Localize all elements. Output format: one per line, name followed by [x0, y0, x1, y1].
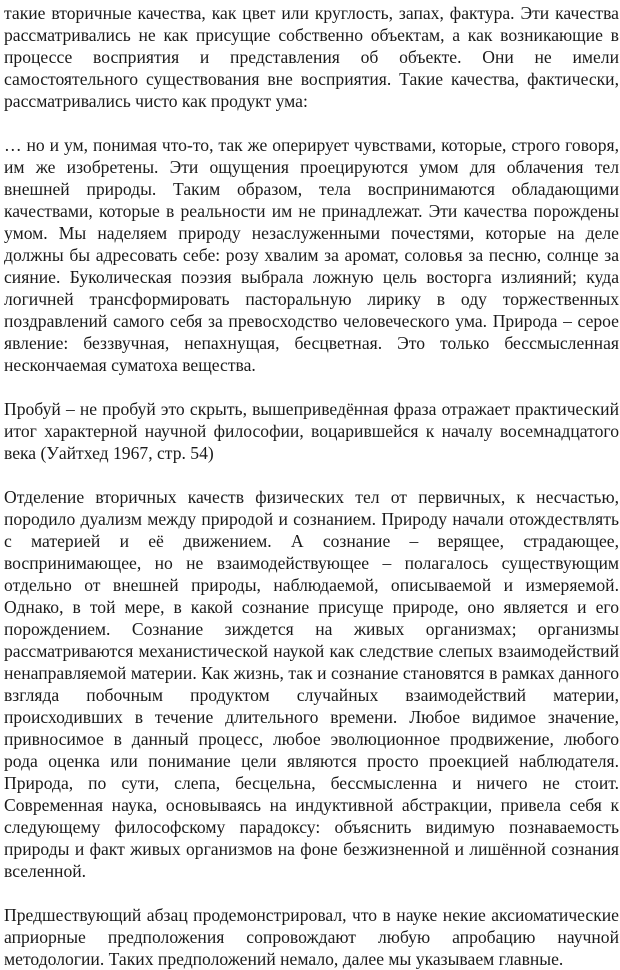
paragraph-assumptions: Предшествующий абзац продемонстрировал, что в науке некие аксиоматические априорные предположения сопровождают любую апробацию научной методологии. Таких предположений немало, далее мы указываем главные.	[4, 905, 619, 969]
paragraph-citation: Пробуй – не пробуй это скрыть, вышеприведённая фраза отражает практический итог характерной научной философии, воцарившейся к началу восемнадцатого века (Уайтхед 1967, стр. 54)	[4, 399, 619, 463]
paragraph-secondary-qualities: такие вторичные качества, как цвет или круглость, запах, фактура. Эти качества рассматривались не как присущие собственно объектам, а как возникающие в процессе восприятия и представления об объекте. Они не имели самостоятельного существования вне восприятия. Такие качества, фактически, рассматривались чисто как продукт ума:	[4, 3, 619, 111]
paragraph-dualism: Отделение вторичных качеств физических тел от первичных, к несчастью, породило дуализм между природой и сознанием. Природу начали отождествлять с материей и её движением. А сознание – верящее, страдающее, воспринимающее, но не взаимодействующее – полагалось существующим отдельно от внешней природы, наблюдаемой, описываемой и измеряемой. Однако, в той мере, в какой сознание присуще природе, оно является и его порождением. Сознание зиждется на живых организмах; организмы рассматриваются механистической наукой как следствие слепых взаимодействий ненаправляемой материи. Как жизнь, так и сознание становятся в рамках данного взгляда побочным продуктом случайных взаимодействий материи, происходивших в течение длительного времени. Любое видимое значение, привносимое в данный процесс, любое эволюционное продвижение, любого рода оценка или понимание цели являются просто проекцией наблюдателя. Природа, по сути, слепа, бесцельна, бессмысленна и ничего не стоит. Современная наука, основываясь на индуктивной абстракции, привела себя к следующему философскому парадоксу: объяснить видимую познаваемость природы и факт живых организмов на фоне безжизненной и лишённой сознания вселенной.	[4, 487, 619, 881]
paragraph-quote-whitehead: … но и ум, понимая что-то, так же оперирует чувствами, которые, строго говоря, им же изобретены. Эти ощущения проецируются умом для облачения тел внешней природы. Таким образом, тела воспринимаются обладающими качествами, которые в реальности им не принадлежат. Эти качества порождены умом. Мы наделяем природу незаслуженными почестями, которые на деле должны бы адресовать себе: розу хвалим за аромат, соловья за песню, солнце за сияние. Буколическая поэзия выбрала ложную цель восторга излияний; куда логичней трансформировать пасторальную лирику в оду торжественных поздравлений самого себя за превосходство человеческого ума. Природа – серое явление: беззвучная, непахнущая, бесцветная. Это только бессмысленная нескончаемая суматоха вещества.	[4, 135, 619, 375]
